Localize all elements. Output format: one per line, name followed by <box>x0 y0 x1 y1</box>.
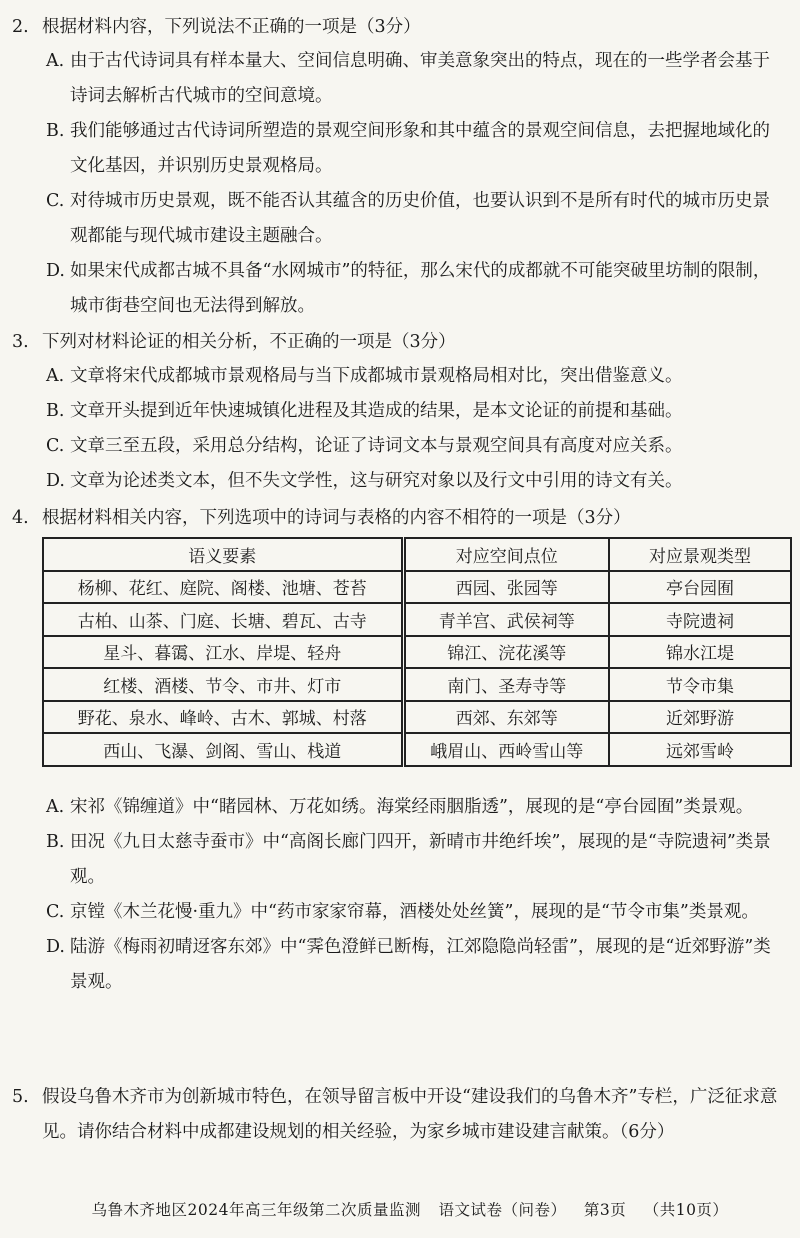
footer-page-number: 第3页 <box>583 1201 627 1219</box>
table-row <box>43 603 791 636</box>
table-header: 对应景观类型 <box>609 538 791 571</box>
question-stem <box>12 1080 786 1150</box>
table-row <box>43 668 791 701</box>
option-a: A. 由于古代诗词具有样本量大、空间信息明确、审美意象突出的特点，现在的一些学者会基于诗词去解析古代城市的空间意境。 <box>46 51 770 106</box>
page-footer <box>40 1198 780 1220</box>
table-cell: 青羊宫、武侯祠等 <box>403 603 609 636</box>
question-text: 根据材料相关内容，下列选项中的诗词与表格的内容不相符的一项是（3分） <box>42 508 631 528</box>
table-header-row <box>43 538 791 571</box>
question-stem <box>12 501 786 535</box>
question-stem <box>12 10 786 44</box>
question-2 <box>12 10 786 324</box>
question-text: 根据材料内容，下列说法不正确的一项是（3分） <box>42 17 421 37</box>
option-a: A. 宋祁《锦缠道》中“睹园林、万花如绣。海棠经雨胭脂透”，展现的是“亭台园囿”类景观。 <box>46 797 754 817</box>
footer-total-pages: （共10页） <box>643 1201 729 1219</box>
table-cell: 远郊雪岭 <box>609 733 791 766</box>
table-cell: 野花、泉水、峰岭、古木、郭城、村落 <box>43 701 403 734</box>
table-cell: 节令市集 <box>609 668 791 701</box>
table-cell: 西郊、东郊等 <box>403 701 609 734</box>
table-cell: 杨柳、花红、庭院、阁楼、池塘、苍苔 <box>43 571 403 604</box>
table-cell: 星斗、暮霭、江水、岸堤、轻舟 <box>43 636 403 669</box>
option-c: C. 对待城市历史景观，既不能否认其蕴含的历史价值，也要认识到不是所有时代的城市历史景观都能与现代城市建设主题融合。 <box>46 191 770 246</box>
table-row <box>43 636 791 669</box>
option-b: B. 文章开头提到近年快速城镇化进程及其造成的结果，是本文论证的前提和基础。 <box>46 401 683 421</box>
question-number: 4. <box>12 508 29 528</box>
table-cell: 锦水江堤 <box>609 636 791 669</box>
footer-exam-title: 乌鲁木齐地区2024年高三年级第二次质量监测 <box>91 1201 421 1219</box>
option-d: D. 陆游《梅雨初晴迓客东郊》中“霁色澄鲜已断梅，江郊隐隐尚轻雷”，展现的是“近郊野游”类景观。 <box>46 937 771 992</box>
question-number: 5. <box>12 1087 29 1107</box>
table-cell: 南门、圣寿寺等 <box>403 668 609 701</box>
option-c: C. 京镗《木兰花慢·重九》中“药市家家帘幕，酒楼处处丝簧”，展现的是“节令市集”类景观。 <box>46 902 759 922</box>
table-cell: 亭台园囿 <box>609 571 791 604</box>
option-b: B. 田况《九日太慈寺蚕市》中“高阁长廊门四开，新晴市井绝纤埃”，展现的是“寺院遗祠”类景观。 <box>46 832 771 887</box>
table-row <box>43 701 791 734</box>
option-b: B. 我们能够通过古代诗词所塑造的景观空间形象和其中蕴含的景观空间信息，去把握地域化的文化基因，并识别历史景观格局。 <box>46 121 770 176</box>
question-stem <box>12 325 786 359</box>
table-cell: 西园、张园等 <box>403 571 609 604</box>
table-cell: 西山、飞瀑、剑阁、雪山、栈道 <box>43 733 403 766</box>
table-cell: 近郊野游 <box>609 701 791 734</box>
question-number: 3. <box>12 332 29 352</box>
question-4-options <box>12 790 786 1000</box>
option-d: D. 如果宋代成都古城不具备“水网城市”的特征，那么宋代的成都就不可能突破里坊制的限制，城市街巷空间也无法得到解放。 <box>46 261 771 316</box>
table-row <box>43 733 791 766</box>
table-row <box>43 571 791 604</box>
table-cell: 峨眉山、西岭雪山等 <box>403 733 609 766</box>
table-cell: 古柏、山茶、门庭、长塘、碧瓦、古寺 <box>43 603 403 636</box>
footer-subject: 语文试卷（问卷） <box>438 1201 567 1219</box>
table-header: 语义要素 <box>43 538 403 571</box>
table-cell: 锦江、浣花溪等 <box>403 636 609 669</box>
question-5 <box>12 1080 786 1150</box>
question-3 <box>12 325 786 499</box>
option-a: A. 文章将宋代成都城市景观格局与当下成都城市景观格局相对比，突出借鉴意义。 <box>46 366 683 386</box>
question-number: 2. <box>12 17 29 37</box>
table-header: 对应空间点位 <box>403 538 609 571</box>
table-cell: 寺院遗祠 <box>609 603 791 636</box>
question-text: 假设乌鲁木齐市为创新城市特色，在领导留言板中开设“建设我们的乌鲁木齐”专栏，广泛征求意见。请你结合材料中成都建设规划的相关经验，为家乡城市建设建言献策。（6分） <box>42 1087 778 1142</box>
option-d: D. 文章为论述类文本，但不失文学性，这与研究对象以及行文中引用的诗文有关。 <box>46 471 683 491</box>
landscape-table <box>42 537 792 767</box>
option-c: C. 文章三至五段，采用总分结构，论证了诗词文本与景观空间具有高度对应关系。 <box>46 436 683 456</box>
question-text: 下列对材料论证的相关分析，不正确的一项是（3分） <box>42 332 456 352</box>
table-cell: 红楼、酒楼、节令、市井、灯市 <box>43 668 403 701</box>
question-4 <box>12 501 786 535</box>
